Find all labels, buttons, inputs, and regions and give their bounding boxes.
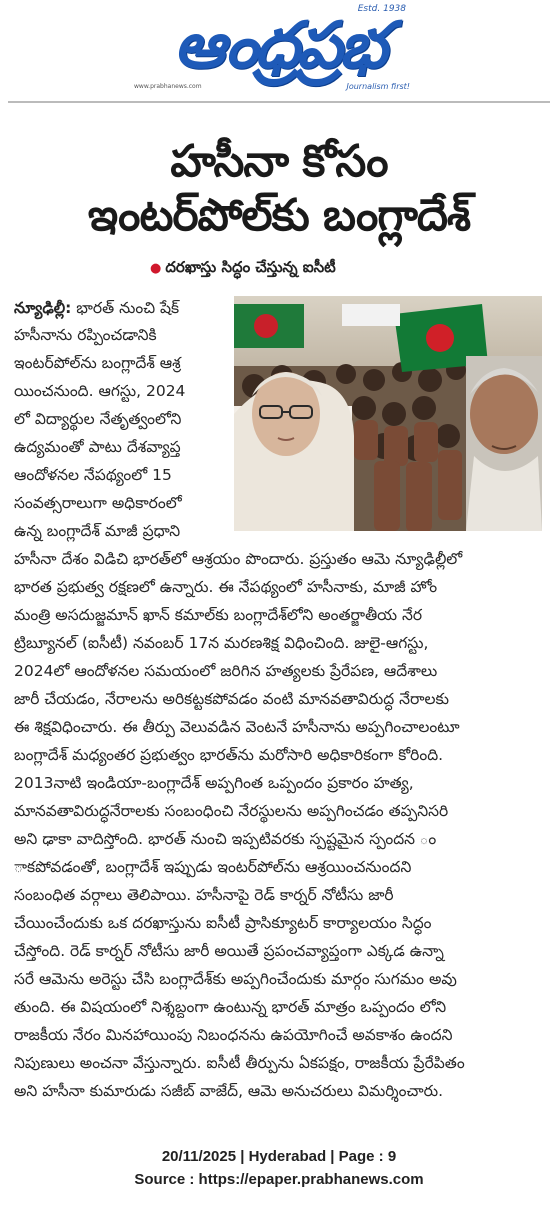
body-line: సరే ఆమెను అరెస్టు చేసి బంగ్లాదేశ్‌కు అప్పగించేందుకు మార్గం సుగమం అవు [14,970,457,988]
body-line: అని ఢాకా వాదిస్తోంది. భారత్ నుంచి ఇప్పటివరకు స్పష్టమైన స్పందన ం [14,830,437,848]
body-line: ాకపోవడంతో, బంగ్లాదేశ్ ఇప్పుడు ఇంటర్‌పోల్‌ను ఆశ్రయించనుందని [14,858,412,876]
body-line: చేస్తోంది. రెడ్ కార్నర్ నోటీసు జారీ అయితే ప్రపంచవ్యాప్తంగా ఎక్కడ ఉన్నా [14,942,444,960]
body-line: మానవతావిరుద్ధనేరాలకు సంబంధించి నేరస్థులను అప్పగించడం తప్పనిసరి [14,802,449,820]
body-line: లో విద్యార్థుల నేతృత్వంలోని [14,410,182,428]
subheading [150,258,336,280]
masthead-divider [8,101,550,103]
body-line: భారత ప్రభుత్వ రక్షణలో ఉన్నారు. ఈ నేపథ్యంలో హసీనాకు, మాజీ హోం [14,578,438,596]
subheading-text: దరఖాస్తు సిద్ధం చేస్తున్న ఐసీటీ [165,258,336,276]
body-line: ట్రిబ్యూనల్ (ఐసీటీ) నవంబర్ 17న మరణశిక్ష విధించింది. జులై-ఆగస్టు, [14,634,429,652]
body-line: ఇంటర్‌పోల్‌ను బంగ్లాదేశ్ ఆశ్ర [14,354,181,372]
body-line: సంవత్సరాలుగా అధికారంలో [14,494,182,512]
news-photo [234,296,542,531]
established-year: Estd. 1938 [357,4,406,14]
body-line: 2024లో ఆందోళనల సమయంలో జరిగిన హత్యలకు ప్రేరేపణ, ఆదేశాలు [14,662,438,680]
body-line: హసీనాను రప్పించడానికి [14,326,157,344]
body-line: సంబంధిత వర్గాలు తెలిపాయి. హసీనాపై రెడ్ కార్నర్ నోటీసు జారీ [14,886,394,904]
body-line: తుంది. ఈ విషయంలో నిశ్శబ్దంగా ఉంటున్న భారత్ మాత్రం ఒప్పందం లోని [14,998,447,1016]
body-line: అని హసీనా కుమారుడు సజీబ్ వాజేద్, ఆమె అనుచరులు విమర్శించారు. [14,1082,444,1100]
headline-line-1: హసీనా కోసం [170,136,388,187]
body-line: బంగ్లాదేశ్ మధ్యంతర ప్రభుత్వం భారత్‌ను మరోసారి అధికారికంగా కోరింది. [14,746,444,764]
body-line: రాజకీయ నేరం మినహాయింపు నిబంధనను ఉపయోగించే అవకాశం ఉందని [14,1026,453,1044]
website-text: www.prabhanews.com [134,83,202,90]
headline-line-2: ఇంటర్‌పోల్‌కు బంగ్లాదేశ్ [87,190,471,241]
body-line: న్యూఢిల్లీ: భారత్ నుంచి షేక్ [14,299,180,317]
body-line: ఉన్న బంగ్లాదేశ్ మాజీ ప్రధాని [14,522,181,540]
masthead [0,0,558,100]
body-line: చేయించేందుకు ఒక దరఖాస్తును ఐసీటీ ప్రాసిక్యూటర్ కార్యాలయం సిద్ధం [14,914,432,932]
edition-info: 20/11/2025 | Hyderabad | Page : 9 [161,1148,397,1165]
source-link[interactable]: Source : https://epaper.prabhanews.com [134,1171,424,1188]
body-line: నిపుణులు అంచనా వేస్తున్నారు. ఐసీటీ తీర్పును ఏకపక్షం, రాజకీయ ప్రేరేపితం [14,1054,465,1072]
body-line: ఉద్యమంతో పాటు దేశవ్యాప్త [14,438,181,456]
newspaper-logo: ఆంధ్రప్రభ [173,9,385,83]
body-line: ఈ శిక్షవిధించారు. ఈ తీర్పు వెలువడిన వెంటనే హసీనాను అప్పగించాలంటూ [14,718,460,736]
body-line: జారీ చేయడం, నేరాలను అరికట్టకపోవడం వంటి మానవతావిరుద్ధ నేరాలకు [14,690,449,708]
body-line: యించనుంది. ఆగస్టు, 2024 [14,382,186,400]
tagline: Journalism first! [346,82,410,91]
bullet-icon: ● [150,261,162,276]
body-line: ఆందోళనల నేపథ్యంలో 15 [14,466,172,484]
body-line: మంత్రి అసదుజ్జమాన్ ఖాన్ కమాల్‌కు బంగ్లాదేశ్‌లోని అంతర్జాతీయ నేర [14,606,423,624]
dateline: న్యూఢిల్లీ: [14,299,72,317]
body-line: హసీనా దేశం విడిచి భారత్‌లో ఆశ్రయం పొందారు. ప్రస్తుతం ఆమె న్యూఢిల్లీలో [14,550,463,568]
body-line: 2013నాటి ఇండియా-బంగ్లాదేశ్ అప్పగింత ఒప్పందం ప్రకారం హత్య, [14,774,414,792]
